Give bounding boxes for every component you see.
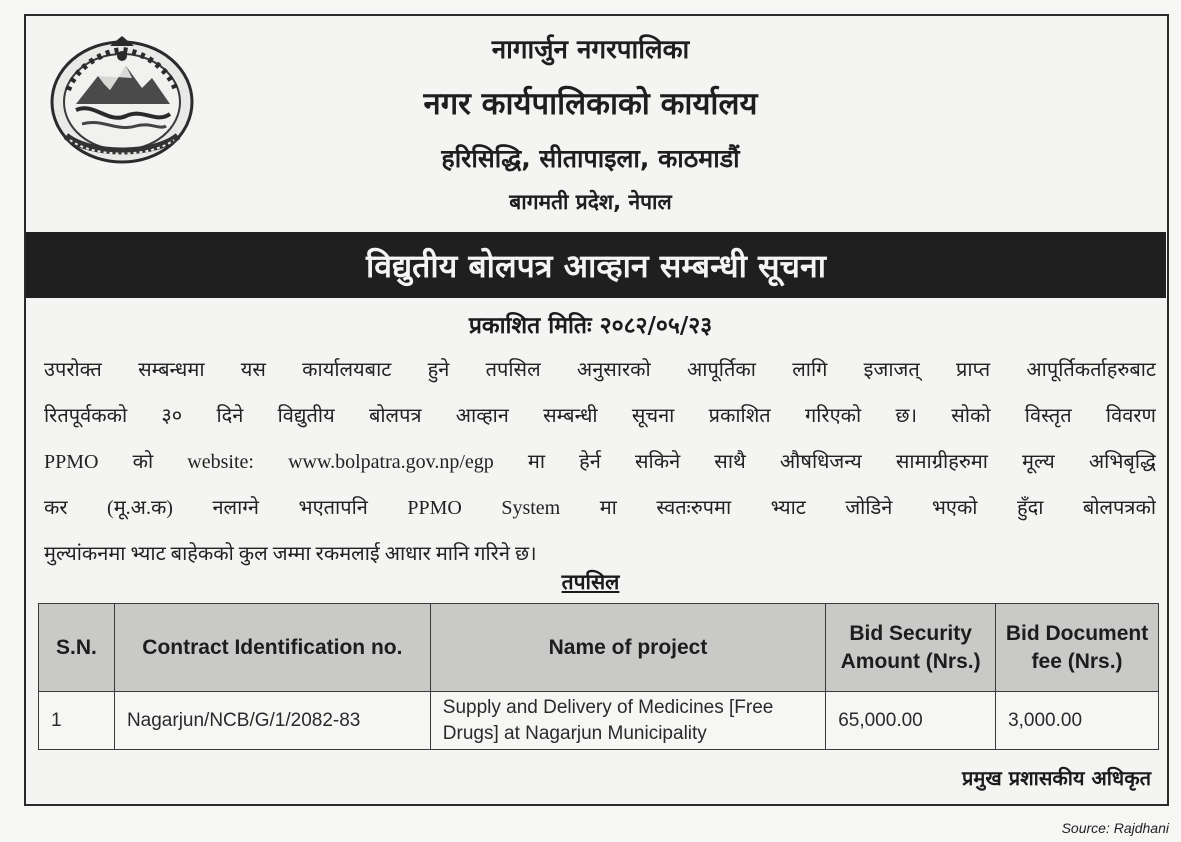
notice-body [44,352,1156,582]
cell-sn: 1 [39,692,115,750]
municipality-name: नागार्जुन नगरपालिका [491,35,690,65]
notice-title: विद्युतीय बोलपत्र आव्हान सम्बन्धी सूचना [365,247,827,285]
office-name: नगर कार्यपालिकाको कार्यालय [423,86,758,122]
cell-bid-document-fee: 3,000.00 [996,692,1159,750]
header-sn: S.N. [39,604,115,692]
cell-bid-security: 65,000.00 [826,692,996,750]
cell-contract-id: Nagarjun/NCB/G/1/2082-83 [114,692,430,750]
table-header-row [39,604,1159,692]
source-credit: Source: Rajdhani [1061,820,1169,836]
published-date: प्रकाशित मितिः २०८२/०५/२३ [468,313,713,339]
header-contract-id: Contract Identification no. [114,604,430,692]
body-line: उपरोक्त सम्बन्धमा यस कार्यालयबाट हुने तपसिल अनुसारको आपूर्तिका लागि इजाजत् प्राप्त आपूर्तिकर्ताहरुबाट [44,359,1156,381]
body-line: कर (मू.अ.क) नलाग्ने भएतापनि PPMO System मा स्वतःरुपमा भ्याट जोडिने भएको हुँदा बोलपत्रको [44,497,1156,519]
province-country: बागमती प्रदेश, नेपाल [509,190,672,214]
office-address: हरिसिद्धि, सीतापाइला, काठमाडौं [441,144,740,173]
schedule-heading-text: तपसिल [561,570,620,594]
body-line: PPMO को website: www.bolpatra.gov.np/egp मा हेर्न सकिने साथै औषधिजन्य सामाग्रीहरुमा मूल्य अभिबृद्धि [44,451,1156,473]
header-project-name: Name of project [430,604,825,692]
body-line: रितपूर्वकको ३० दिने विद्युतीय बोलपत्र आव्हान सम्बन्धी सूचना प्रकाशित गरिएको छ। सोको विस्तृत विवरण [44,405,1156,427]
header-bid-document-fee: Bid Document fee (Nrs.) [996,604,1159,692]
schedule-heading [0,568,1181,596]
body-line: मुल्यांकनमा भ्याट बाहेकको कुल जम्मा रकमलाई आधार मानि गरिने छ। [44,543,537,565]
signatory-title: प्रमुख प्रशासकीय अधिकृत [962,766,1151,790]
table-row [39,692,1159,750]
cell-project-name: Supply and Delivery of Medicines [Free Drugs] at Nagarjun Municipality [430,692,825,750]
notice-title-banner [26,232,1166,298]
bid-details-table [38,603,1159,750]
header-bid-security: Bid Security Amount (Nrs.) [826,604,996,692]
